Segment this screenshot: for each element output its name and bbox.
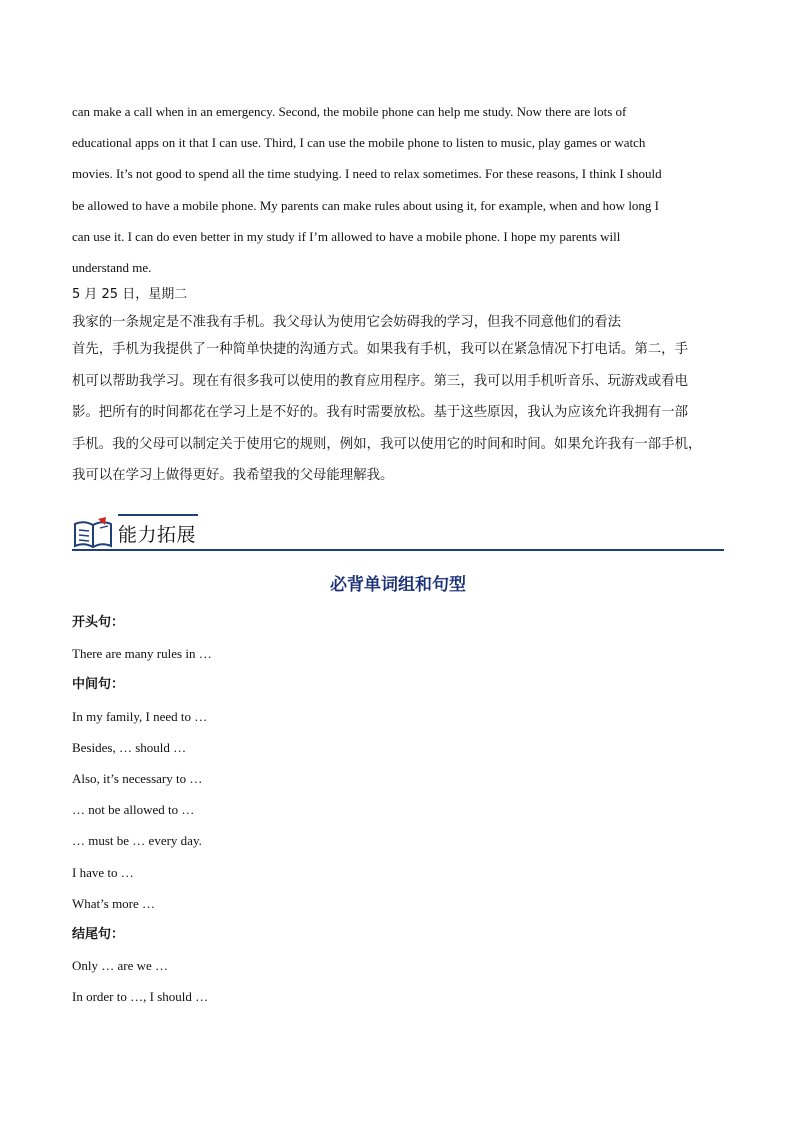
ending-label: 结尾句： xyxy=(72,926,125,942)
opening-label: 开头句： xyxy=(72,615,125,630)
phrases-title: 必背单词组和句型 xyxy=(330,575,466,595)
translation-line: 机可以帮助我学习。现在有很多我可以使用的教育应用程序。第三，我可以用手机听音乐、玩游戏或看电 xyxy=(72,373,688,389)
translation-line: 手机。我的父母可以制定关于使用它的规则，例如，我可以使用它的时间和时间。如果允许我有一部手机， xyxy=(72,436,702,452)
phrase-item: Besides, … should … xyxy=(72,739,187,755)
phrase-item: I have to … xyxy=(72,864,134,880)
phrase-list xyxy=(72,607,672,1012)
translation-line: 首先，手机为我提供了一种简单快捷的沟通方式。如果我有手机，我可以在紧急情况下打电话。第二，手 xyxy=(72,342,688,358)
phrase-item: In my family, I need to … xyxy=(72,708,208,724)
phrase-item: What’s more … xyxy=(72,895,156,911)
section-header xyxy=(72,512,724,552)
header-top-rule xyxy=(118,514,198,516)
phrase-item: In order to …, I should … xyxy=(72,989,209,1005)
english-essay xyxy=(72,96,724,283)
phrase-item: Only … are we … xyxy=(72,958,169,974)
phrase-item: There are many rules in … xyxy=(72,646,212,662)
open-book-icon xyxy=(72,516,114,550)
chinese-translation xyxy=(72,312,724,492)
header-underline xyxy=(72,549,724,551)
chinese-date: 5 月 25 日，星期二 xyxy=(72,287,188,303)
section-title: 能力拓展 xyxy=(118,524,197,546)
translation-line: 我家的一条规定是不准我有手机。我父母认为使用它会妨碍我的学习，但我不同意他们的看法 xyxy=(72,315,622,331)
essay-line: movies. It’s not good to spend all the time studying. I need to relax sometimes. For these reasons, I think I should xyxy=(72,166,662,182)
essay-line: understand me. xyxy=(72,260,152,276)
essay-line: can make a call when in an emergency. Second, the mobile phone can help me study. Now there are lots of xyxy=(72,104,627,119)
translation-line: 影。把所有的时间都花在学习上是不好的。我有时需要放松。基于这些原因，我认为应该允许我拥有一部 xyxy=(72,405,688,421)
middle-label: 中间句： xyxy=(72,677,125,693)
document-body xyxy=(72,96,724,492)
phrase-item: Also, it’s necessary to … xyxy=(72,770,203,786)
phrase-item: … must be … every day. xyxy=(72,833,202,849)
essay-line: educational apps on it that I can use. Third, I can use the mobile phone to listen to music, play games or watch xyxy=(72,135,646,151)
essay-line: be allowed to have a mobile phone. My parents can make rules about using it, for example, when and how long I xyxy=(72,197,660,213)
translation-line: 我可以在学习上做得更好。我希望我的父母能理解我。 xyxy=(72,468,394,484)
phrase-item: … not be allowed to … xyxy=(72,802,195,818)
essay-line: can use it. I can do even better in my study if I’m allowed to have a mobile phone. I hope my parents will xyxy=(72,228,621,244)
